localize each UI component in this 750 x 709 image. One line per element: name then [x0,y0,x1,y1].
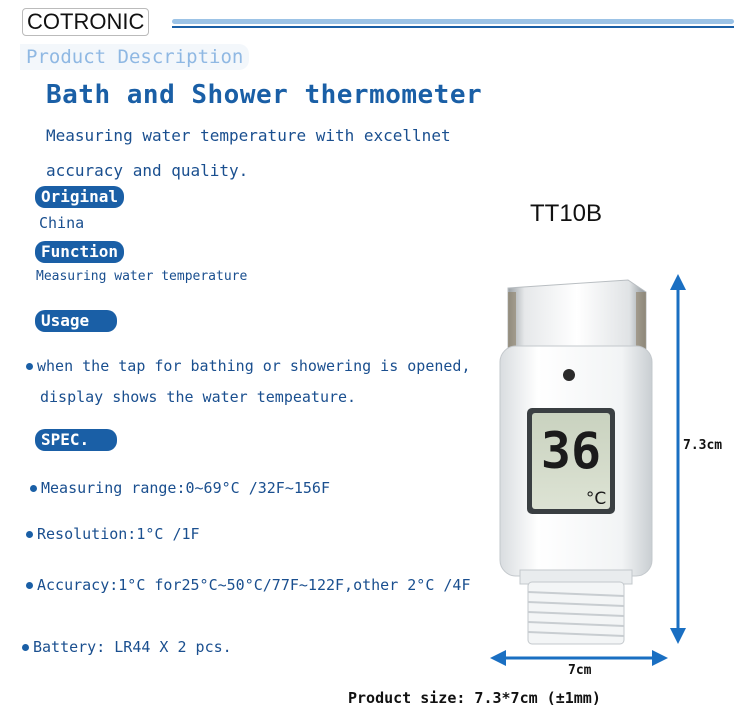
header-rule-dark [172,26,734,28]
spec-label: SPEC. [35,429,117,451]
brand-logo: COTRONIC [22,8,149,36]
spec-item-text: Resolution:1°C /1F [37,525,200,543]
height-dimension-label: 7.3cm [683,438,723,453]
bullet-icon [22,644,29,651]
model-number: TT10B [530,200,603,227]
display-reading: 36 [540,422,602,480]
spec-item [26,525,200,543]
spec-item [22,638,232,656]
spec-item [26,576,470,594]
header-rule [172,19,734,24]
product-title: Bath and Shower thermometer [46,80,483,110]
usage-line-2: display shows the water tempeature. [40,388,357,406]
bullet-icon [30,485,37,492]
original-label: Original [35,186,124,208]
product-size-caption: Product size: 7.3*7cm (±1mm) [348,689,601,707]
function-label: Function [35,241,124,263]
bullet-icon [26,531,33,538]
thermometer-illustration [480,270,750,690]
intro-line-1: Measuring water temperature with excellnet [46,126,451,145]
section-title: Product Description [20,44,249,70]
bullet-icon [26,582,33,589]
spec-item-text: Accuracy:1°C for25°C~50°C/77F~122F,other 2°C /4F [37,576,471,594]
function-value: Measuring water temperature [36,269,248,284]
spec-item-text: Measuring range:0~69°C /32F~156F [41,479,330,497]
usage-line-1-text: when the tap for bathing or showering is opened, [37,357,471,375]
spec-item [30,479,330,497]
bullet-icon [26,363,33,370]
display-unit: °C [585,489,607,509]
intro-line-2: accuracy and quality. [46,161,249,180]
width-dimension-label: 7cm [568,663,592,678]
usage-line-1 [26,357,470,375]
spec-item-text: Battery: LR44 X 2 pcs. [33,638,232,656]
usage-label: Usage [35,310,117,332]
original-value: China [39,214,85,232]
